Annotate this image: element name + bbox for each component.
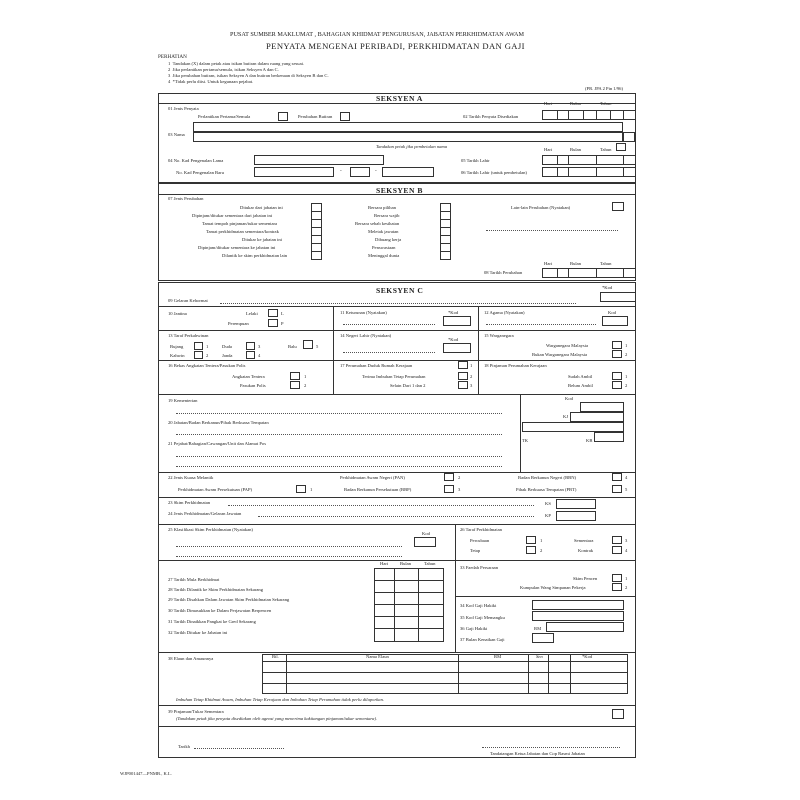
kontrak-checkbox[interactable] [612,546,622,554]
label-13: 13 Taraf Perkahwinan [168,333,209,338]
label-26: 26 Taraf Perkhidmatan [460,527,502,532]
pinjaman-note: (Tandakan petak jika penyata disediakan oleh agensi yang menerima kakitangan pinjaman/tukar sementara). [176,716,378,721]
lelaki-checkbox[interactable] [268,309,278,317]
imbuhan-perumahan-checkbox[interactable] [458,372,468,380]
kahwin-checkbox[interactable] [194,351,203,359]
label-38: 38 Elaun dan Amaunnya [168,656,214,661]
label-08: 08 Tarikh Perubahan [484,270,523,275]
b-left-0: Ditukar dari jabatan ini [240,205,283,210]
label-02: 02 Tarikh Penyata Disediakan [463,114,519,119]
bujang-checkbox[interactable] [194,342,203,350]
form-title: PENYATA MENGENAI PERIBADI, PERKHIDMATAN DAN GAJI [266,41,525,51]
wm-checkbox[interactable] [612,341,622,349]
kod-ks-box[interactable] [556,499,596,509]
elaun-table[interactable] [262,654,628,694]
perhatian-title: PERHATIAN [158,54,187,60]
pan-checkbox[interactable] [444,473,454,481]
kod-row3-box[interactable] [522,422,624,432]
b-mid-0: Bersara pilihan [368,205,396,210]
pencen-checkbox[interactable] [612,574,622,582]
perempuan-checkbox[interactable] [268,319,278,327]
b-left-6: Dilantik ke skim perkhidmatan lain [222,253,288,258]
nama-correction-checkbox[interactable] [623,132,635,142]
jawatan-line[interactable] [258,516,534,517]
perlantikan-label: Perlantikan Pertama/Semula [198,114,251,119]
label-33: 33 Faedah Persaraan [460,565,499,570]
label-21: 21 Pejabat/Bahagian/Cawangan/Unit dan Alamat Pos [168,441,266,446]
pinjaman-checkbox[interactable] [612,709,624,719]
pap-checkbox[interactable] [296,485,306,493]
date-month-head: Bulan [570,101,581,106]
b-mid-1: Bersara wajib [374,213,400,218]
label-16: 16 Bekas Angkatan Tentera/Pasukan Polis [168,363,246,368]
skim-line[interactable] [228,505,534,506]
note-3: 3 Jika perubahan butiran, isikan Seksyen A dan butiran berkenaan di Seksyen B dan C. [168,73,329,78]
note-1: 1 Tandakan (X) dalam petak atau isikan butiran dalam ruang yang sesuai. [168,61,305,66]
kod-kk-box[interactable] [580,402,624,412]
klasifikasi-line-2[interactable] [176,556,402,557]
perubahan-checkbox[interactable] [340,112,350,121]
negeri-lahir-kod-box[interactable] [443,343,471,353]
b-mid-3: Meletak jawatan [368,229,399,234]
angkatan-tentera-checkbox[interactable] [290,372,300,380]
label-14: 14 Negeri Lahir (Nyatakan) [340,333,392,338]
kod-kj-box[interactable] [570,412,624,422]
kementerian-line[interactable] [176,413,502,414]
b-mid-6: Meninggal dunia [368,253,400,258]
note-2: 2 Jika perlantikan pertama/semula, isikan Seksyen A dan C. [168,67,279,72]
klasifikasi-line-1[interactable] [176,546,402,547]
lain-perubahan-checkbox[interactable] [612,202,624,211]
duda-checkbox[interactable] [246,342,255,350]
date-year-head-3: Tahun [600,261,612,266]
nama-note: Tandakan petak jika pembetulan nama [376,144,448,149]
kod-gaji-hakiki-box[interactable] [532,600,624,610]
sementara-checkbox[interactable] [612,536,622,544]
jabatan-line[interactable] [176,434,502,435]
belum-ambil-checkbox[interactable] [612,381,622,389]
gaji-hakiki-box[interactable] [546,622,624,632]
pasukan-polis-checkbox[interactable] [290,381,300,389]
label-39: 39 Pinjaman/Tukar Sementara [168,709,224,714]
tarikh-line[interactable] [194,748,284,749]
bulan-kenaikan-box[interactable] [532,633,554,643]
elaun-note: Imbuhan Tetap Khidmat Awam, Imbuhan Tetap Kerajaan dan Imbuhan Tetap Perumahan tidak perlu dilaporkan. [176,697,385,702]
ic-lama-boxes[interactable] [254,155,384,165]
nama-note-box[interactable] [616,143,626,151]
label-22: 22 Jenis Kuasa Melantik [168,475,214,480]
bbn-checkbox[interactable] [612,473,622,481]
seksyen-c-title: SEKSYEN C [376,286,424,295]
lain-perubahan-label: Lain-lain Perubahan (Nyatakan) [511,205,571,210]
date-year-head-2: Tahun [600,147,612,152]
janda-checkbox[interactable] [246,351,255,359]
date-month-head-2: Bulan [570,147,581,152]
b-left-2: Tamat tempoh pinjaman/tukar sementara [202,221,278,226]
b-left-1: Dipinjam/ditukar sementara dari jabatan ini [192,213,273,218]
seksyen-b-title: SEKSYEN B [376,186,423,195]
date-day-head: Hari [544,101,553,106]
b-mid-5: Penswastaan [372,245,396,250]
pbt-checkbox[interactable] [612,485,622,493]
bbp-checkbox[interactable] [444,485,454,493]
label-06: 06 Tarikh Lahir (untuk pembetulan) [461,170,527,175]
label-03: 03 Nama [168,132,185,137]
date-day-head-2: Hari [544,147,553,152]
perubahan-label: Perubahan Butiran [298,114,333,119]
nama-row2[interactable] [193,132,623,142]
gelaran-kod-box[interactable] [600,292,636,302]
form-code: (PR. JPA 2 Pin 1/96) [585,86,623,91]
label-11: 11 Keturunan (Nyatakan) [340,310,387,315]
label-05: 05 Tarikh Lahir [461,158,490,163]
b-left-5: Dipinjam/ditukar sementara ke jabatan ini [198,245,276,250]
label-15: 15 Warganegara [484,333,514,338]
label-17: 17 Perumahan Duduk Rumah Kerajaan [340,363,413,368]
kod-kb-box[interactable] [594,432,624,442]
keturunan-line[interactable] [343,324,435,325]
sudah-ambil-checkbox[interactable] [612,372,622,380]
date-year-head: Tahun [600,101,612,106]
lain-perubahan-line[interactable] [486,230,618,231]
label-12: 12 Agama (Nyatakan) [484,310,525,315]
gelaran-line[interactable] [220,303,576,304]
tandatangan-label: Tandatangan Ketua Jabatan dan Cop Rasmi Jabatan [490,751,585,756]
keturunan-kod-box[interactable] [443,316,471,326]
duduk-rumah-checkbox[interactable] [458,361,468,369]
b-mid-4: Dibuang kerja [375,237,402,242]
percubaan-checkbox[interactable] [526,536,536,544]
bwm-checkbox[interactable] [612,350,622,358]
alamat-line-1[interactable] [176,456,502,457]
b-left-4: Ditukar ke jabatan ini [242,237,282,242]
perempuan-label: Perempuan [228,321,249,326]
kwsp-checkbox[interactable] [612,583,622,591]
tarikh-label: Tarikh [178,744,190,749]
selain-checkbox[interactable] [458,381,468,389]
label-09: 09 Gelaran Kehormat [168,298,208,303]
note-4: 4 *Tidak perlu diisi. Untuk kegunaan pejabat. [168,79,254,84]
seksyen-a-title: SEKSYEN A [376,94,423,103]
ic-baru-1[interactable] [254,167,334,177]
alamat-line-2[interactable] [176,466,502,467]
footer-code: WJP001447—PNMB., K.L. [120,771,172,776]
kod-gaji-memangku-box[interactable] [532,611,624,621]
form-page: PUSAT SUMBER MAKLUMAT , BAHAGIAN KHIDMAT PENGURUSAN, JABATAN PERKHIDMATAN AWAM PENYATA MENGENAI PERIBADI, PERKHIDMATAN DAN GAJI PERHATIAN 1 Tandakan (X) dalam petak atau isikan butiran dalam ruang yang sesuai. 2 Jika perlantikan pertama/semula, isikan Seksyen A dan C. 3 Jika perubahan butiran, isikan Seksyen A dan butiran berkenaan di Seksyen B dan C. 4 *Tidak perlu diisi. Untuk kegunaan pejabat. (PR. JPA 2 Pin 1/96) SEKSYEN A Hari Bulan Tahun 01 Jenis Penyata Perlantikan Pertama/Semula Perubahan Butiran 02 Tarikh Penyata Disediakan 03 Nama Tandakan petak jika pembetulan nama Hari Bulan Tahun 04 No. Kad Pengenalan Lama 05 Tarikh Lahir No. Kad Pengenalan Baru - - 06 Tarikh Lahir (untuk pembetulan) SEKSYEN B 07 Jenis Perubahan Ditukar dari jabatan ini Dipinjam/ditukar sementara dari jabatan ini Tamat tempoh pinjaman/tukar sementara Tamat perkhidmatan sementara/kontrak Ditukar ke jabatan ini Dipinjam/ditukar sementara ke jabatan ini Dilantik ke skim perkhidmatan lain Bersara pilihan Bersara wajib Bersara sebab kesihatan Meletak jawatan Dibuang kerja Penswastaan Meninggal dunia Lain-lain Perubahan (Nyatakan) Hari Bulan Tahun 08 Tarikh Perubahan SEKSYEN C *Kod 09 Gelaran Kehormat 10 Jantina Lelaki L Perempuan P 11 Keturunan (Nyatakan) *Kod 12 Agama (Nyatakan) Kod 13 Taraf Perkahwinan Bujang 1 Duda 3 Balu 5 Kahwin 2 Janda 4 14 Negeri Lahir (Nyatakan) *Kod 15 Warganegara Warganegara Malaysia 1 Bukan Warganegara Malaysia 2 16 Bekas Angkatan Tentera/Pasukan Polis Angkatan Tentera 1 Pasukan Polis 2 17 Perumahan Duduk Rumah Kerajaan 1 Terima Imbuhan Tetap Perumahan 2 Selain Dari 1 dan 2 3 18 Pinjaman Perumahan Kerajaan Sudah Ambil 1 Belum Ambil 2 19 Kementerian 20 Jabatan/Badan Berkanun/Pihak Berkuasa Tempatan 21 Pejabat/Bahagian/Cawangan/Unit dan Alamat Pos Kod KJ TK KB 22 Jenis Kuasa Melantik Perkhidmatan Awam Negeri (PAN) 2 Badan Berkanun Negeri (BBN) 4 Perkhidmatan Awam Persekutuan (PAP) 1 Badan Berkanun Persekutuan (BBP) 3 Pihak Berkuasa Tempatan (PBT) 5 23 Skim Perkhidmatan KS 24 Jenis Perkhidmatan/Gelaran Jawatan KP 25 Klasifikasi Skim Perkhidmatan (Nyatakan) Kod 26 Taraf Perkhidmatan Percubaan 1 Sementara 3 Tetap 2 Kontrak 4 Hari Bulan Tahun 27 Tarikh Mula Berkhidmat 28 Tarikh Dilantik ke Skim Perkhidmatan Sekarang 29 Tarikh Disahkan Dalam Jawatan Skim Perkhidmatan Sekarang 30 Tarikh Dimasukkan ke Dalam Perjawatan Berpencen 31 Tarikh Dinaikkan Pangkat ke Gred Sekarang 32 Tarikh Ditukar ke Jabatan ini 33 Faedah Persaraan Skim Pencen 1 Kumpulan Wang Simpanan Pekerja 2 34 Kod Gaji Hakiki 35 Kod Gaji Memangku 36 Gaji Hakiki RM 37 Bulan Kenaikan Gaji 38 Elaun dan Amaunnya Bil. Nama Elaun RM Sen *Kod Imbuhan Tetap Khidmat Awam, Imbuhan Tetap Kerajaan dan Imbuhan Tetap Perumahan tidak perlu dilaporkan. 39 Pinjaman/Tukar Sementara (Tandakan petak jika penyata disediakan oleh agensi yang menerima kakitangan pinjaman/tukar sementara). Tarikh Tandatangan Ketua Jabatan dan Cop Rasmi Jabatan WJP001447—PNMB., K.L. [118,6,682,794]
tandatangan-line[interactable] [482,747,620,748]
kod-kp-box[interactable] [556,511,596,521]
klasifikasi-kod-box[interactable] [414,537,436,547]
label-20: 20 Jabatan/Badan Berkanun/Pihak Berkuasa Tempatan [168,420,269,425]
label-04b: No. Kad Pengenalan Baru [176,170,224,175]
date-month-head-3: Bulan [570,261,581,266]
label-23: 23 Skim Perkhidmatan [168,500,211,505]
label-18: 18 Pinjaman Perumahan Kerajaan [484,363,547,368]
label-04: 04 No. Kad Pengenalan Lama [168,158,224,163]
label-10: 10 Jantina [168,311,187,316]
b-mid-2: Bersara sebab kesihatan [355,221,400,226]
kod-head: *Kod [602,285,613,290]
negeri-lahir-line[interactable] [343,352,435,353]
agama-line[interactable] [486,324,596,325]
ic-baru-3[interactable] [382,167,434,177]
label-01: 01 Jenis Penyata [168,106,199,111]
label-19: 19 Kementerian [168,398,198,403]
b-left-3: Tamat perkhidmatan sementara/kontrak [206,229,279,234]
balu-checkbox[interactable] [303,340,313,349]
label-07: 07 Jenis Perubahan [168,196,204,201]
date-day-head-3: Hari [544,261,553,266]
label-24: 24 Jenis Perkhidmatan/Gelaran Jawatan [168,511,242,516]
ic-baru-2[interactable] [350,167,370,177]
header-agency: PUSAT SUMBER MAKLUMAT , BAHAGIAN KHIDMAT PENGURUSAN, JABATAN PERKHIDMATAN AWAM [230,31,524,38]
agama-kod-box[interactable] [602,316,628,326]
tetap-checkbox[interactable] [526,546,536,554]
perlantikan-checkbox[interactable] [278,112,288,121]
label-25: 25 Klasifikasi Skim Perkhidmatan (Nyatakan) [168,527,253,532]
nama-row1[interactable] [193,122,623,132]
lelaki-label: Lelaki [246,311,258,316]
